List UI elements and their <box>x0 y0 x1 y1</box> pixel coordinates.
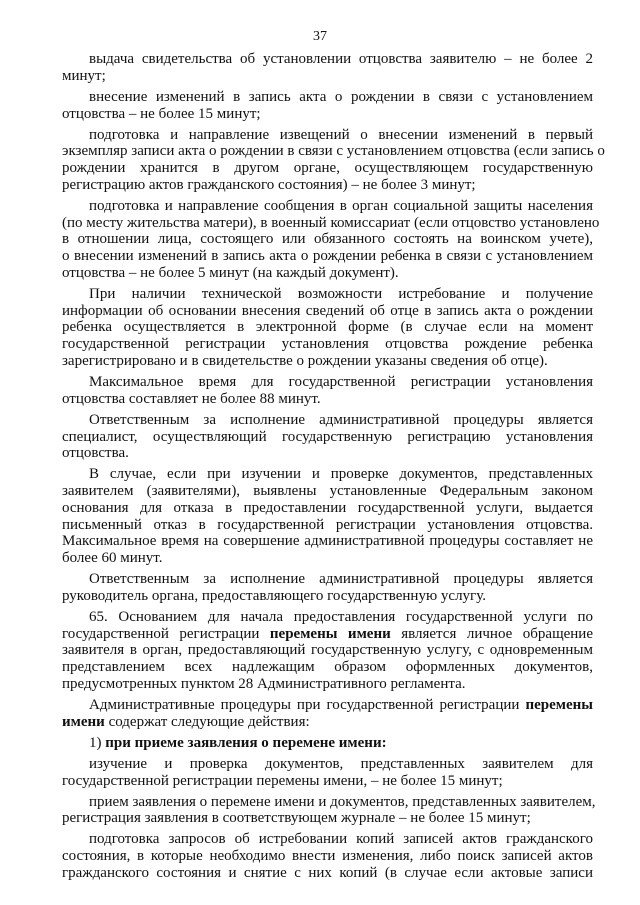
text-line: подготовка и направление сообщения в орган социальной защиты населения <box>89 197 593 214</box>
text-line <box>62 697 593 714</box>
text-line: отцовства – не более 15 минут; <box>62 105 261 122</box>
text-line: государственной регистрации перемены имени, – не более 15 минут; <box>62 772 503 789</box>
paragraph <box>62 831 593 881</box>
text-segment: 1) <box>89 734 106 751</box>
text-line: отцовства. <box>62 445 129 462</box>
bold-text: имени <box>62 713 105 730</box>
text-line: Максимальное время на совершение административной процедуры составляет не <box>62 533 593 550</box>
paragraph <box>62 735 593 752</box>
text-segment: содержат следующие действия: <box>104 713 310 730</box>
paragraph <box>62 412 593 462</box>
text-line: письменный отказ в государственной регистрации установления отцовства. <box>62 516 593 533</box>
bold-text: перемены <box>525 696 593 713</box>
text-line <box>62 714 593 731</box>
paragraph <box>62 466 593 567</box>
bold-text: перемены имени <box>269 625 391 642</box>
text-line: (по месту жительства матери), в военный комиссариат (если отцовство установлено <box>62 214 600 231</box>
text-line: специалист, осуществляющий государственную регистрацию установления <box>62 428 593 445</box>
text-segment: является личное обращение <box>390 625 593 642</box>
text-line: информации об основании внесения сведений об отце в запись акта о рождении <box>62 302 593 319</box>
text-line <box>62 626 593 643</box>
text-line: представлением всех надлежащим образом оформленных документов, <box>62 659 593 676</box>
text-line: руководитель органа, предоставляющего государственную услугу. <box>62 587 486 604</box>
text-line: изучение и проверка документов, представленных заявителем для <box>89 755 593 772</box>
paragraph <box>62 756 593 790</box>
text-line: гражданского состояния и снятие с них копий (в случае если актовые записи <box>62 864 593 881</box>
paragraph <box>62 51 593 85</box>
text-line: государственной регистрации установления отцовства рождение ребенка <box>62 336 593 353</box>
text-line: заявителем (заявителями), выявлены установленные Федеральным законом <box>62 483 593 500</box>
paragraph <box>62 609 593 693</box>
paragraph <box>62 571 593 605</box>
text-line: 65. Основанием для начала предоставления государственной услуги по <box>89 608 593 625</box>
text-line: заявителя в орган, предоставляющий государственную услугу, с одновременным <box>62 642 593 659</box>
paragraph <box>62 793 596 828</box>
text-line: регистрацию актов гражданского состояния) – не более 3 минут; <box>62 176 476 193</box>
text-line: рождении хранится в другом органе, осуществляющем государственную <box>62 160 593 177</box>
text-line: Ответственным за исполнение административной процедуры является <box>89 571 593 588</box>
text-line: о внесении изменений в запись акта о рождении ребенка в связи с установлением <box>62 248 593 265</box>
paragraph <box>62 374 593 408</box>
text-line: подготовка запросов об истребовании копий записей актов гражданского <box>89 831 593 848</box>
text-line: более 60 минут. <box>62 550 163 567</box>
text-line: отцовства – не более 5 минут (на каждый документ). <box>62 264 399 281</box>
text-line: состояния, в которые необходимо внести изменения, либо поиск записей актов <box>62 848 593 865</box>
text-line: регистрация заявления в соответствующем журнале – не более 15 минут; <box>62 810 531 827</box>
text-line: предусмотренных пунктом 28 Административного регламента. <box>62 675 466 692</box>
paragraph <box>62 286 593 370</box>
paragraph <box>62 89 593 123</box>
text-segment: государственной регистрации <box>62 625 270 642</box>
text-line: отцовства составляет не более 88 минут. <box>62 390 321 407</box>
text-line: Ответственным за исполнение административной процедуры является <box>89 411 593 428</box>
text-line: В случае, если при изучении и проверке документов, представленных <box>89 466 593 483</box>
text-line: внесение изменений в запись акта о рождении в связи с установлением <box>89 88 593 105</box>
text-line: зарегистрировано и в свидетельстве о рождении указаны сведения об отце). <box>62 352 548 369</box>
text-line: Максимальное время для государственной регистрации установления <box>89 373 593 390</box>
document-body <box>62 51 605 886</box>
text-line: экземпляр записи акта о рождении в связи с установлением отцовства (если запись о <box>62 143 605 160</box>
text-line: При наличии технической возможности истребование и получение <box>89 285 593 302</box>
text-line: подготовка и направление извещений о внесении изменений в первый <box>89 126 593 143</box>
text-line: ребенка осуществляется в электронной форме (в случае если на момент <box>62 319 593 336</box>
paragraph <box>62 126 605 194</box>
page-number: 37 <box>313 29 327 44</box>
paragraph <box>62 197 600 282</box>
text-line: минут; <box>62 67 106 84</box>
bold-text: при приеме заявления о перемене имени: <box>105 734 387 751</box>
text-line <box>62 735 593 752</box>
text-line: выдача свидетельства об установлении отцовства заявителю – не более 2 <box>89 51 593 67</box>
paragraph <box>62 697 593 731</box>
text-line: прием заявления о перемене имени и документов, представленных заявителем, <box>89 793 596 810</box>
text-line: в отношении лица, состоящего или обязанного состоять на воинском учете), <box>62 231 593 248</box>
text-line: основания для отказа в предоставлении государственной услуги, выдается <box>62 499 593 516</box>
text-segment: Административные процедуры при государственной регистрации <box>89 696 526 713</box>
